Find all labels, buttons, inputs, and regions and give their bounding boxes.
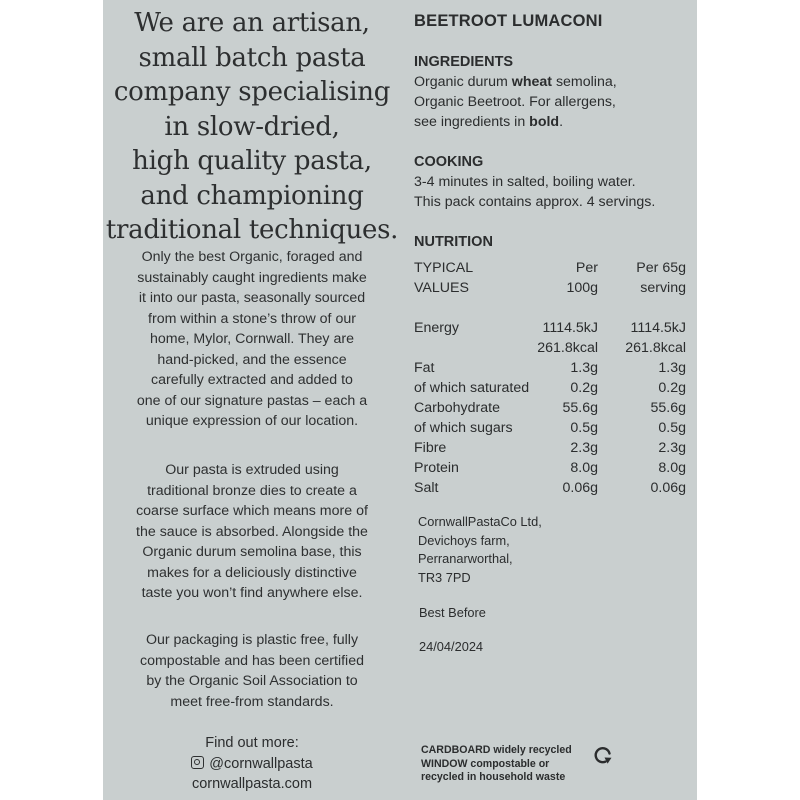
nutrition-heading: NUTRITION: [414, 234, 493, 250]
paragraph-line: Our pasta is extruded using: [165, 462, 339, 478]
nutrition-row: [414, 360, 686, 380]
per-serving-value: 1.3g: [658, 360, 686, 376]
nutrition-header-cell: TYPICAL: [414, 260, 474, 276]
paragraph-line: meet free-from standards.: [170, 693, 334, 710]
nutrition-row: [414, 440, 686, 460]
allergen-bold: wheat: [511, 74, 552, 90]
nutrition-header-cell: Per: [575, 260, 598, 276]
nutrition-header-cell: 100g: [566, 280, 598, 296]
per-serving-value: 0.2g: [658, 380, 686, 396]
nutrient-name: Salt: [414, 480, 439, 496]
per-100g-value: 261.8kcal: [537, 340, 598, 356]
per-100g-value: 2.3g: [570, 440, 598, 456]
paragraph-line: by the Organic Soil Association to: [146, 673, 358, 689]
address-line: Devichoys farm,: [418, 532, 510, 548]
paragraph-line: unique expression of our location.: [145, 413, 359, 429]
per-100g-value: 55.6g: [562, 400, 598, 416]
find-out-more: [103, 733, 401, 795]
per-100g-value: 1.3g: [570, 360, 598, 376]
ingredients-text: see ingredients in: [414, 114, 530, 130]
nutrition-header-row: [414, 260, 686, 280]
ingredients-text: Organic durum: [414, 74, 512, 90]
nutrition-row: [414, 340, 686, 360]
per-100g-value: 1114.5kJ: [542, 320, 598, 336]
nutrient-name: of which sugars: [414, 420, 513, 436]
paragraph-line: Only the best Organic, foraged and: [141, 249, 363, 265]
find-out-label: Find out more:: [205, 735, 299, 751]
paragraph-line: makes for a deliciously distinctive: [147, 564, 357, 581]
ingredients-text: semolina,: [552, 74, 617, 90]
paragraph-line: the sauce is absorbed. Alongside the: [136, 523, 368, 540]
per-serving-value: 8.0g: [658, 460, 686, 476]
paragraph-line: taste you won’t find anywhere else.: [141, 585, 363, 601]
headline-line: and championing: [140, 180, 364, 211]
cooking-line: 3-4 minutes in salted, boiling water.: [414, 174, 636, 190]
per-serving-value: 0.5g: [658, 420, 686, 436]
headline-line: high quality pasta,: [132, 146, 372, 176]
per-100g-value: 0.5g: [570, 420, 598, 436]
nutrition-header-cell: Per 65g: [636, 260, 686, 276]
per-serving-value: 2.3g: [658, 440, 686, 456]
product-info-column: [414, 0, 694, 800]
per-100g-value: 0.2g: [570, 380, 598, 396]
nutrition-header-cell: serving: [640, 280, 686, 296]
address-line: TR3 7PD: [418, 569, 471, 585]
paragraph-line: from within a stone’s throw of our: [148, 310, 356, 327]
nutrient-name: Fibre: [414, 440, 447, 456]
ingredients-line: [414, 73, 617, 93]
per-serving-value: 261.8kcal: [625, 340, 686, 356]
recycling-line: recycled in household waste: [421, 771, 566, 783]
instagram-icon: [191, 756, 204, 769]
per-serving-value: 55.6g: [650, 400, 686, 416]
per-100g-value: 0.06g: [562, 480, 598, 496]
nutrient-name: Energy: [414, 320, 459, 336]
paragraph-packaging: [103, 630, 401, 712]
paragraph-line: Our packaging is plastic free, fully: [145, 632, 359, 648]
headline-line: We are an artisan,: [134, 8, 370, 38]
paragraph-bronze-dies: [103, 460, 401, 604]
nutrient-name: Fat: [414, 360, 435, 376]
nutrition-header-row: [414, 280, 686, 300]
best-before-date: 24/04/2024: [419, 639, 484, 654]
headline-line: company specialising: [113, 77, 391, 107]
address-line: CornwallPastaCo Ltd,: [418, 514, 542, 529]
ingredients-text: .: [559, 114, 564, 130]
headline-line: traditional techniques.: [105, 215, 399, 245]
recycling-line: WINDOW compostable or: [421, 757, 550, 770]
ingredients-heading: INGREDIENTS: [414, 54, 514, 70]
paragraph-line: traditional bronze dies to create a: [147, 482, 357, 499]
recycling-line: CARDBOARD widely recycled: [421, 744, 572, 756]
nutrition-row: [414, 420, 686, 440]
nutrient-name: Carbohydrate: [414, 400, 500, 416]
paragraph-line: Organic durum semolina base, this: [142, 544, 362, 560]
paragraph-line: one of our signature pastas – each a: [136, 392, 368, 409]
nutrition-row: [414, 380, 686, 400]
company-address: [418, 513, 542, 587]
recycling-info: [421, 744, 572, 785]
best-before-label: Best Before: [419, 605, 486, 620]
per-serving-value: 1114.5kJ: [630, 320, 686, 336]
instagram-handle[interactable]: [103, 754, 401, 775]
paragraph-line: home, Mylor, Cornwall. They are: [150, 331, 354, 347]
nutrient-name: of which saturated: [414, 380, 530, 396]
pasta-package-back: [103, 0, 697, 800]
per-100g-value: 8.0g: [570, 460, 598, 476]
paragraph-line: hand-picked, and the essence: [157, 351, 347, 368]
per-serving-value: 0.06g: [650, 480, 686, 496]
nutrition-row: [414, 480, 686, 500]
paragraph-line: it into our pasta, seasonally sourced: [138, 290, 366, 306]
paragraph-ingredients-story: [103, 247, 401, 432]
nutrition-row: [414, 320, 686, 340]
address-line: Perranarworthal,: [418, 551, 513, 566]
ingredients-line: Organic Beetroot. For allergens,: [414, 94, 616, 110]
nutrition-row: [414, 400, 686, 420]
paragraph-line: compostable and has been certified: [140, 652, 364, 669]
paragraph-line: sustainably caught ingredients make: [137, 269, 367, 286]
instagram-handle-text: @cornwallpasta: [209, 755, 313, 772]
website-link[interactable]: cornwallpasta.com: [191, 776, 313, 792]
paragraph-line: coarse surface which means more of: [136, 503, 368, 519]
paragraph-line: carefully extracted and added to: [151, 372, 353, 388]
recycle-arrow-icon: [592, 744, 614, 766]
headline-line: in slow-dried,: [164, 111, 340, 142]
nutrition-header-cell: VALUES: [414, 280, 469, 296]
ingredients-line: [414, 113, 563, 133]
brand-story-column: [103, 0, 401, 800]
nutrient-name: Protein: [414, 460, 459, 476]
nutrition-row: [414, 460, 686, 480]
cooking-heading: COOKING: [414, 154, 484, 170]
headline: [103, 6, 401, 248]
headline-line: small batch pasta: [138, 42, 366, 73]
product-title: BEETROOT LUMACONI: [414, 12, 603, 30]
allergen-bold: bold: [529, 114, 560, 130]
cooking-line: This pack contains approx. 4 servings.: [414, 194, 656, 210]
